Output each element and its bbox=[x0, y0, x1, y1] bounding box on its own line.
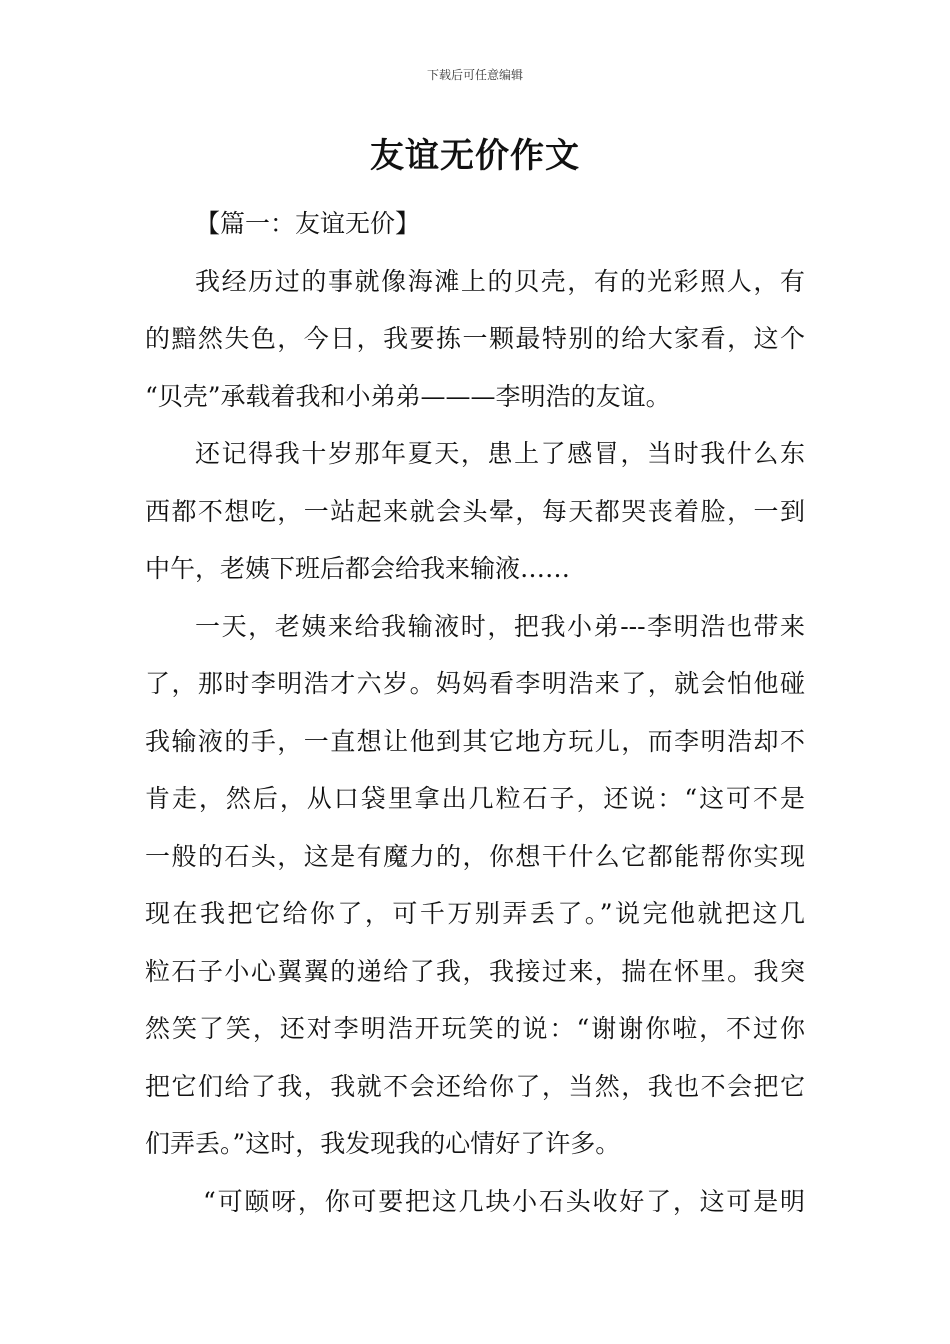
paragraph-line: 了，那时李明浩才六岁。妈妈看李明浩来了，就会怕他碰 bbox=[145, 669, 805, 698]
paragraph-line: 现在我把它给你了，可千万别弄丢了。”说完他就把这几 bbox=[145, 899, 805, 928]
paragraph-line: 把它们给了我，我就不会还给你了，当然，我也不会把它 bbox=[145, 1071, 805, 1101]
section-heading: 【篇一：友谊无价】 bbox=[195, 209, 421, 238]
paragraph-line: 我输液的手，一直想让他到其它地方玩儿，而李明浩却不 bbox=[145, 726, 805, 756]
paragraph-line: 中午，老姨下班后都会给我来输液…… bbox=[145, 554, 571, 583]
paragraph-line: 一般的石头，这是有魔力的，你想干什么它都能帮你实现 bbox=[145, 841, 805, 871]
paragraph-line: “贝壳”承载着我和小弟弟———李明浩的友谊。 bbox=[145, 381, 671, 411]
document-title: 友谊无价作文 bbox=[370, 136, 580, 176]
paragraph-line: 然笑了笑，还对李明浩开玩笑的说：“谢谢你啦，不过你 bbox=[145, 1014, 805, 1043]
document-body bbox=[145, 195, 805, 1230]
paragraph-line: 们弄丢。”这时，我发现我的心情好了许多。 bbox=[145, 1129, 621, 1158]
paragraph-line: “可颐呀，你可要把这几块小石头收好了，这可是明 bbox=[203, 1186, 805, 1216]
paragraph-line: 肯走，然后，从口袋里拿出几粒石子，还说：“这可不是 bbox=[145, 784, 805, 813]
paragraph-line: 我经历过的事就像海滩上的贝壳，有的光彩照人，有 bbox=[195, 266, 805, 296]
paragraph-line: 的黯然失色，今日，我要拣一颗最特别的给大家看，这个 bbox=[145, 324, 805, 353]
paragraph-line: 粒石子小心翼翼的递给了我，我接过来，揣在怀里。我突 bbox=[145, 956, 805, 986]
paragraph-line: 西都不想吃，一站起来就会头晕，每天都哭丧着脸，一到 bbox=[145, 496, 805, 526]
paragraph-line: 还记得我十岁那年夏天，患上了感冒，当时我什么东 bbox=[195, 439, 805, 468]
paragraph-line: 一天，老姨来给我输液时，把我小弟---李明浩也带来 bbox=[195, 611, 805, 641]
page-header-note: 下载后可任意编辑 bbox=[426, 68, 523, 82]
